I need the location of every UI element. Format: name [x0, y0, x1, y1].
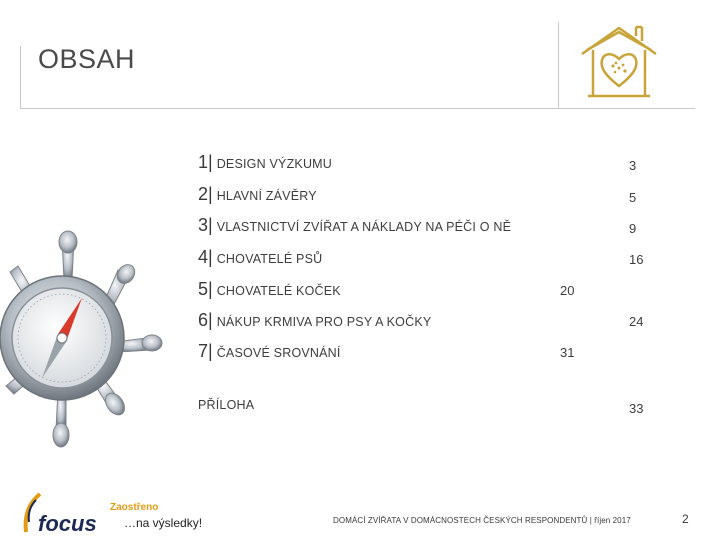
toc-item-2[interactable] [198, 184, 317, 206]
toc-label: CHOVATELÉ KOČEK [216, 284, 341, 298]
toc-label: PŘÍLOHA [198, 398, 255, 412]
toc-separator: | [208, 279, 213, 299]
toc-page-5: 20 [560, 283, 575, 298]
toc-label: NÁKUP KRMIVA PRO PSY A KOČKY [216, 315, 432, 329]
toc-item-3[interactable] [198, 215, 511, 237]
toc-separator: | [208, 247, 213, 267]
title-frame-bottom-line [20, 108, 695, 109]
toc-separator: | [208, 152, 213, 172]
title-frame-right-line [558, 22, 559, 108]
house-heart-icon [578, 24, 660, 98]
toc-page-3: 9 [629, 221, 637, 236]
toc-number: 3 [198, 215, 209, 235]
toc-separator: | [208, 341, 213, 361]
footer-text: DOMÁCÍ ZVÍŘATA V DOMÁCNOSTECH ČESKÝCH RESPONDENTŮ | říjen 2017 [333, 516, 631, 525]
toc-page-2: 5 [629, 190, 637, 205]
toc-label: ČASOVÉ SROVNÁNÍ [216, 346, 341, 360]
logo-brand: focus [38, 511, 97, 536]
toc-page-4: 16 [629, 252, 644, 267]
toc-label: VLASTNICTVÍ ZVÍŘAT A NÁKLADY NA PÉČI O NĚ [216, 220, 512, 234]
toc-item-6[interactable] [198, 310, 431, 332]
toc-label: DESIGN VÝZKUMU [216, 157, 333, 171]
toc-number: 1 [198, 152, 209, 172]
toc-item-5[interactable] [198, 279, 341, 301]
toc-number: 2 [198, 184, 209, 204]
toc-separator: | [208, 215, 213, 235]
toc-separator: | [208, 184, 213, 204]
toc-label: HLAVNÍ ZÁVĚRY [216, 189, 317, 203]
toc-item-1[interactable] [198, 152, 332, 174]
logo-top-text: Zaostřeno [110, 502, 159, 513]
toc-page-7: 31 [560, 345, 575, 360]
page-title: OBSAH [38, 44, 136, 74]
compass-wheel-icon [0, 230, 190, 470]
toc-number: 5 [198, 279, 209, 299]
logo-tagline: …na výsledky! [124, 516, 203, 530]
toc-page-1: 3 [629, 158, 637, 173]
toc-label: CHOVATELÉ PSŮ [216, 252, 323, 266]
toc-item-7[interactable] [198, 341, 341, 363]
toc-item-4[interactable] [198, 247, 322, 269]
toc-separator: | [208, 310, 213, 330]
slide-number: 2 [682, 512, 689, 526]
title-frame-left-line [20, 46, 21, 108]
toc-item-appendix[interactable] [198, 398, 254, 420]
toc-number: 6 [198, 310, 209, 330]
toc-page-6: 24 [629, 314, 644, 329]
toc-page-appendix: 33 [629, 401, 644, 416]
toc-number: 7 [198, 341, 209, 361]
toc-number: 4 [198, 247, 209, 267]
